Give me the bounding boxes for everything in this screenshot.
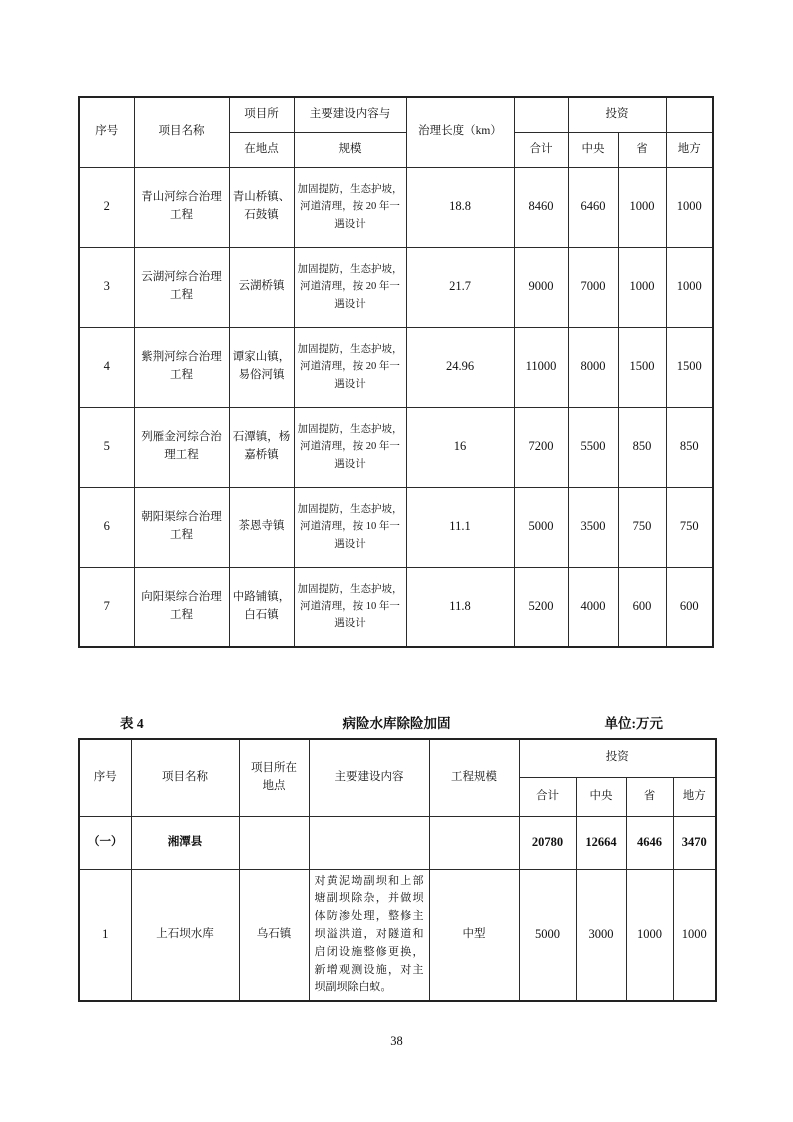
cell-project-name: 青山河综合治理工程	[134, 167, 229, 247]
table-row	[79, 567, 713, 647]
header-local: 地方	[673, 777, 716, 816]
cell-length: 11.8	[406, 567, 514, 647]
table4-caption	[78, 712, 715, 736]
header-serial: 序号	[79, 739, 131, 816]
cell-central: 3000	[576, 869, 626, 1001]
cell-location: 石潭镇，杨嘉桥镇	[229, 407, 294, 487]
header-total: 合计	[514, 132, 568, 167]
cell-location: 乌石镇	[239, 869, 309, 1001]
table-row-county-summary	[79, 816, 716, 869]
cell-content: 加固提防，生态护坡，河道清理，按 20 年一遇设计	[294, 167, 406, 247]
cell-local: 1000	[666, 247, 713, 327]
cell-project-name: 列雁金河综合治理工程	[134, 407, 229, 487]
cell-local: 1000	[673, 869, 716, 1001]
header-content-bottom: 规模	[294, 132, 406, 167]
reservoir-reinforcement-table	[78, 738, 717, 1002]
cell-central: 4000	[568, 567, 618, 647]
cell-content: 加固提防，生态护坡，河道清理，按 20 年一遇设计	[294, 407, 406, 487]
cell-total: 11000	[514, 327, 568, 407]
cell-project-name: 云湖河综合治理工程	[134, 247, 229, 327]
header-location-bottom: 在地点	[229, 132, 294, 167]
cell-total: 9000	[514, 247, 568, 327]
cell-serial: 3	[79, 247, 134, 327]
header-location	[239, 739, 309, 816]
cell-serial: 4	[79, 327, 134, 407]
header-location-top: 项目所	[229, 97, 294, 132]
cell-central: 3500	[568, 487, 618, 567]
cell-content	[309, 816, 429, 869]
cell-central: 8000	[568, 327, 618, 407]
cell-location: 茶恩寺镇	[229, 487, 294, 567]
cell-content: 加固提防，生态护坡，河道清理，按 10 年一遇设计	[294, 487, 406, 567]
header-investment: 投资	[568, 97, 666, 132]
cell-serial: 6	[79, 487, 134, 567]
cell-local: 1000	[666, 167, 713, 247]
header-serial: 序号	[79, 97, 134, 167]
cell-total: 5200	[514, 567, 568, 647]
cell-total: 7200	[514, 407, 568, 487]
header-content-top: 主要建设内容与	[294, 97, 406, 132]
cell-local: 750	[666, 487, 713, 567]
cell-length: 11.1	[406, 487, 514, 567]
cell-province: 1500	[618, 327, 666, 407]
cell-local: 600	[666, 567, 713, 647]
header-investment: 投资	[519, 739, 716, 777]
cell-central: 6460	[568, 167, 618, 247]
cell-province: 1000	[618, 247, 666, 327]
cell-location: 中路铺镇，白石镇	[229, 567, 294, 647]
empty-cell	[666, 97, 713, 132]
table1-header-row-1	[79, 97, 713, 132]
table4-header-row-1	[79, 739, 716, 777]
cell-province: 1000	[618, 167, 666, 247]
cell-central: 12664	[576, 816, 626, 869]
cell-location: 云湖桥镇	[229, 247, 294, 327]
table4-label: 表 4	[120, 716, 144, 731]
cell-province: 600	[618, 567, 666, 647]
table4-title: 病险水库除险加固	[342, 716, 451, 731]
cell-project-name: 朝阳渠综合治理工程	[134, 487, 229, 567]
table-row	[79, 869, 716, 1001]
header-province: 省	[626, 777, 673, 816]
cell-serial: 5	[79, 407, 134, 487]
table-row	[79, 487, 713, 567]
cell-location: 青山桥镇、石鼓镇	[229, 167, 294, 247]
cell-location	[239, 816, 309, 869]
cell-local: 1500	[666, 327, 713, 407]
header-province: 省	[618, 132, 666, 167]
table-row	[79, 247, 713, 327]
cell-scale: 中型	[429, 869, 519, 1001]
river-treatment-table	[78, 96, 714, 648]
cell-project-name: 向阳渠综合治理工程	[134, 567, 229, 647]
cell-project-name: 湘潭县	[131, 816, 239, 869]
cell-total: 20780	[519, 816, 576, 869]
cell-province: 4646	[626, 816, 673, 869]
header-content: 主要建设内容	[309, 739, 429, 816]
table-row	[79, 407, 713, 487]
cell-province: 750	[618, 487, 666, 567]
cell-local: 850	[666, 407, 713, 487]
cell-province: 850	[618, 407, 666, 487]
cell-content: 加固提防，生态护坡，河道清理，按 20 年一遇设计	[294, 327, 406, 407]
cell-content: 加固提防，生态护坡，河道清理，按 10 年一遇设计	[294, 567, 406, 647]
header-project-name: 项目名称	[131, 739, 239, 816]
cell-project-name: 紫荆河综合治理工程	[134, 327, 229, 407]
cell-length: 24.96	[406, 327, 514, 407]
cell-length: 18.8	[406, 167, 514, 247]
header-central: 中央	[576, 777, 626, 816]
table-row	[79, 167, 713, 247]
cell-local: 3470	[673, 816, 716, 869]
cell-total: 5000	[514, 487, 568, 567]
cell-serial: 2	[79, 167, 134, 247]
empty-cell	[514, 97, 568, 132]
header-local: 地方	[666, 132, 713, 167]
page-number: 38	[390, 1034, 403, 1048]
cell-serial: （一）	[79, 816, 131, 869]
cell-province: 1000	[626, 869, 673, 1001]
cell-location: 谭家山镇，易俗河镇	[229, 327, 294, 407]
header-treat-length: 治理长度（km）	[406, 97, 514, 167]
cell-scale	[429, 816, 519, 869]
cell-serial: 1	[79, 869, 131, 1001]
cell-serial: 7	[79, 567, 134, 647]
cell-total: 5000	[519, 869, 576, 1001]
header-scale: 工程规模	[429, 739, 519, 816]
header-location-text: 项目所在地点	[251, 761, 297, 792]
cell-length: 16	[406, 407, 514, 487]
table4-unit: 单位:万元	[604, 716, 663, 731]
header-central: 中央	[568, 132, 618, 167]
cell-length: 21.7	[406, 247, 514, 327]
header-project-name: 项目名称	[134, 97, 229, 167]
cell-content: 对黄泥坳副坝和上部塘副坝除杂，并做坝体防渗处理，整修主坝溢洪道，对隧道和启闭设施整修更换，新增观测设施，对主坝副坝除白蚁。	[309, 869, 429, 1001]
cell-central: 7000	[568, 247, 618, 327]
cell-total: 8460	[514, 167, 568, 247]
cell-central: 5500	[568, 407, 618, 487]
table-row	[79, 327, 713, 407]
header-total: 合计	[519, 777, 576, 816]
cell-content: 加固提防，生态护坡，河道清理，按 20 年一遇设计	[294, 247, 406, 327]
cell-project-name: 上石坝水库	[131, 869, 239, 1001]
